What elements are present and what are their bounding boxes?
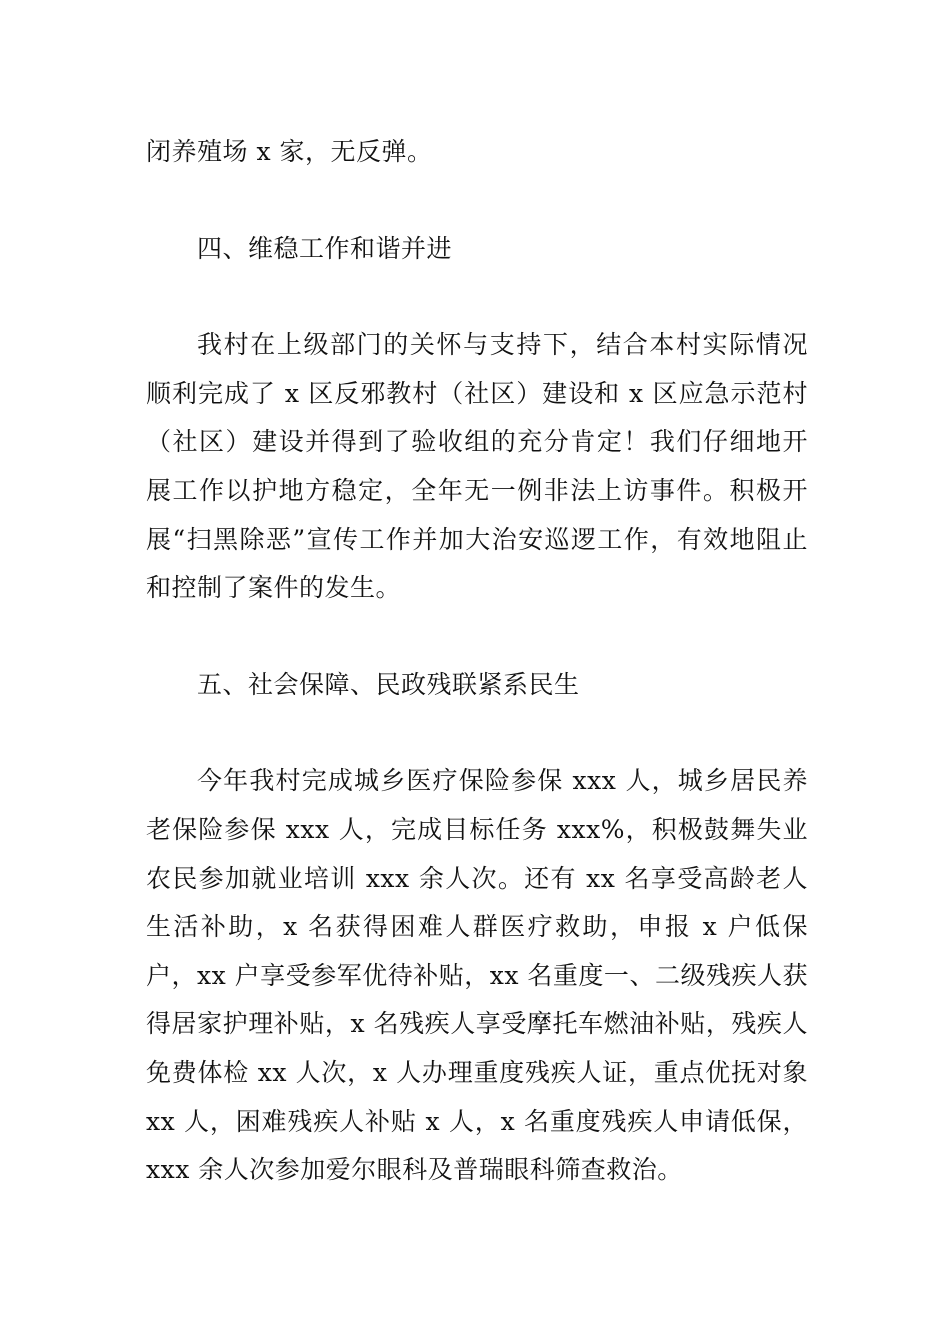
document-body — [146, 128, 808, 1243]
paragraph-stability: 我村在上级部门的关怀与支持下，结合本村实际情况顺利完成了 x 区反邪教村（社区）建设和 x 区应急示范村（社区）建设并得到了验收组的充分肯定！我们仔细地开展工作以护地方稳定，全年无一例非法上访事件。积极开展“扫黑除恶”宣传工作并加大治安巡逻工作，有效地阻止和控制了案件的发生。 — [146, 330, 808, 603]
section-heading-5: 五、社会保障、民政残联紧系民生 — [197, 669, 580, 699]
section-heading-4: 四、维稳工作和谐并进 — [197, 233, 453, 263]
paragraph-continuation: 闭养殖场 x 家，无反弹。 — [146, 137, 433, 166]
paragraph-social-security: 今年我村完成城乡医疗保险参保 xxx 人，城乡居民养老保险参保 xxx 人，完成目标任务 xxx%，积极鼓舞失业农民参加就业培训 xxx 余人次。还有 xx 名享受高龄老人生活补助，x 名获得困难人群医疗救助，申报 x 户低保户，xx 户享受参军优待补贴，xx 名重度一、二级残疾人获得居家护理补贴，x 名残疾人享受摩托车燃油补贴，残疾人免费体检 xx 人次，x 人办理重度残疾人证，重点优抚对象 xx 人，困难残疾人补贴 x 人，x 名重度残疾人申请低保，xxx 余人次参加爱尔眼科及普瑞眼科筛查救治。 — [146, 766, 808, 1185]
